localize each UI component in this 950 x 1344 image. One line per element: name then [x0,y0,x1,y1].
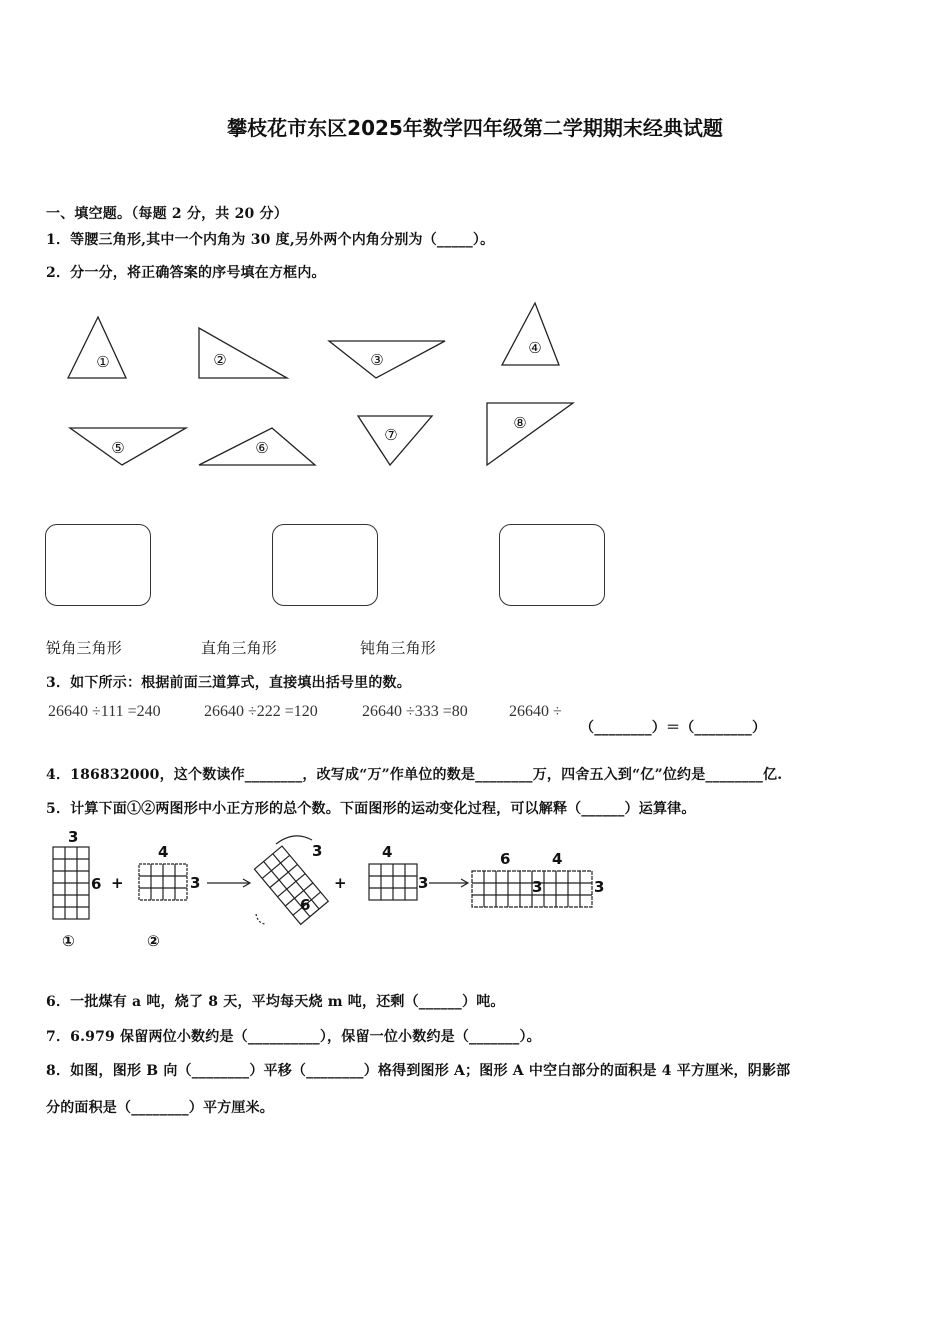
question-6: 6．一批煤有 a 吨，烧了 8 天，平均每天烧 m 吨，还剩（______）吨。 [46,994,505,1010]
figure-number: ① [62,932,75,950]
figure-number: + [334,874,347,892]
figure-number: 3 [68,828,79,846]
question-8-line-2: 分的面积是（________）平方厘米。 [46,1100,274,1116]
triangle-label-8: ⑧ [513,414,527,432]
triangle-label-7: ⑦ [384,426,398,444]
triangle-label-6: ⑥ [255,439,269,457]
answer-box-right[interactable] [272,524,378,606]
figure-number: 3 [190,874,201,892]
answer-box-acute[interactable] [45,524,151,606]
question-2: 2．分一分，将正确答案的序号填在方框内。 [46,265,326,281]
answer-box-obtuse[interactable] [499,524,605,606]
figure-number: 3 [532,878,543,896]
triangle-2 [199,328,287,378]
triangle-3 [329,341,445,378]
question-7: 7．6.979 保留两位小数约是（__________），保留一位小数约是（_______）。 [46,1029,541,1045]
triangles-figure [40,295,600,475]
triangle-label-3: ③ [370,351,384,369]
box-label-obtuse: 钝角三角形 [360,639,437,657]
equation-2: 26640 ÷222 =120 [204,703,318,720]
equation-3: 26640 ÷333 =80 [362,703,468,720]
triangle-label-1: ① [96,353,110,371]
triangle-label-5: ⑤ [111,439,125,457]
figure-number: 3 [594,878,604,896]
triangle-label-2: ② [213,351,227,369]
triangle-8 [487,403,573,465]
triangle-5 [70,428,186,465]
box-label-acute: 锐角三角形 [46,639,123,657]
figure-number: 4 [158,843,169,861]
figure-number: 3 [312,842,323,860]
figure-number: 4 [382,843,393,861]
figure-number: + [111,874,124,892]
page-title: 攀枝花市东区2025年数学四年级第二学期期末经典试题 [227,116,723,140]
equation-4-blank[interactable]: （________）＝（________） [580,720,767,736]
question-3: 3．如下所示：根据前面三道算式，直接填出括号里的数。 [46,675,411,691]
figure-number: 6 [500,850,511,868]
figure-number: 6 [91,875,102,893]
section-heading: 一、填空题。（每题 2 分，共 20 分） [46,206,288,222]
equation-1: 26640 ÷111 =240 [48,703,161,720]
figure-number: 6 [300,896,311,914]
question-5: 5．计算下面①②两图形中小正方形的总个数。下面图形的运动变化过程，可以解释（______）运算律。 [46,801,696,817]
figure-number: ② [147,932,160,950]
question-8-line-1: 8．如图，图形 B 向（________）平移（________）格得到图形 A；图形 A 中空白部分的面积是 4 平方厘米，阴影部 [46,1063,791,1079]
box-label-right: 直角三角形 [201,639,278,657]
equation-4: 26640 ÷ [509,703,562,720]
grid-figure [44,826,604,956]
triangle-label-4: ④ [528,339,542,357]
question-4: 4．186832000，这个数读作________，改写成“万”作单位的数是________万，四舍五入到“亿”位约是________亿. [46,767,783,783]
figure-number: 4 [552,850,563,868]
question-1: 1．等腰三角形,其中一个内角为 30 度,另外两个内角分别为（_____）。 [46,232,495,248]
figure-number: 3 [418,874,429,892]
